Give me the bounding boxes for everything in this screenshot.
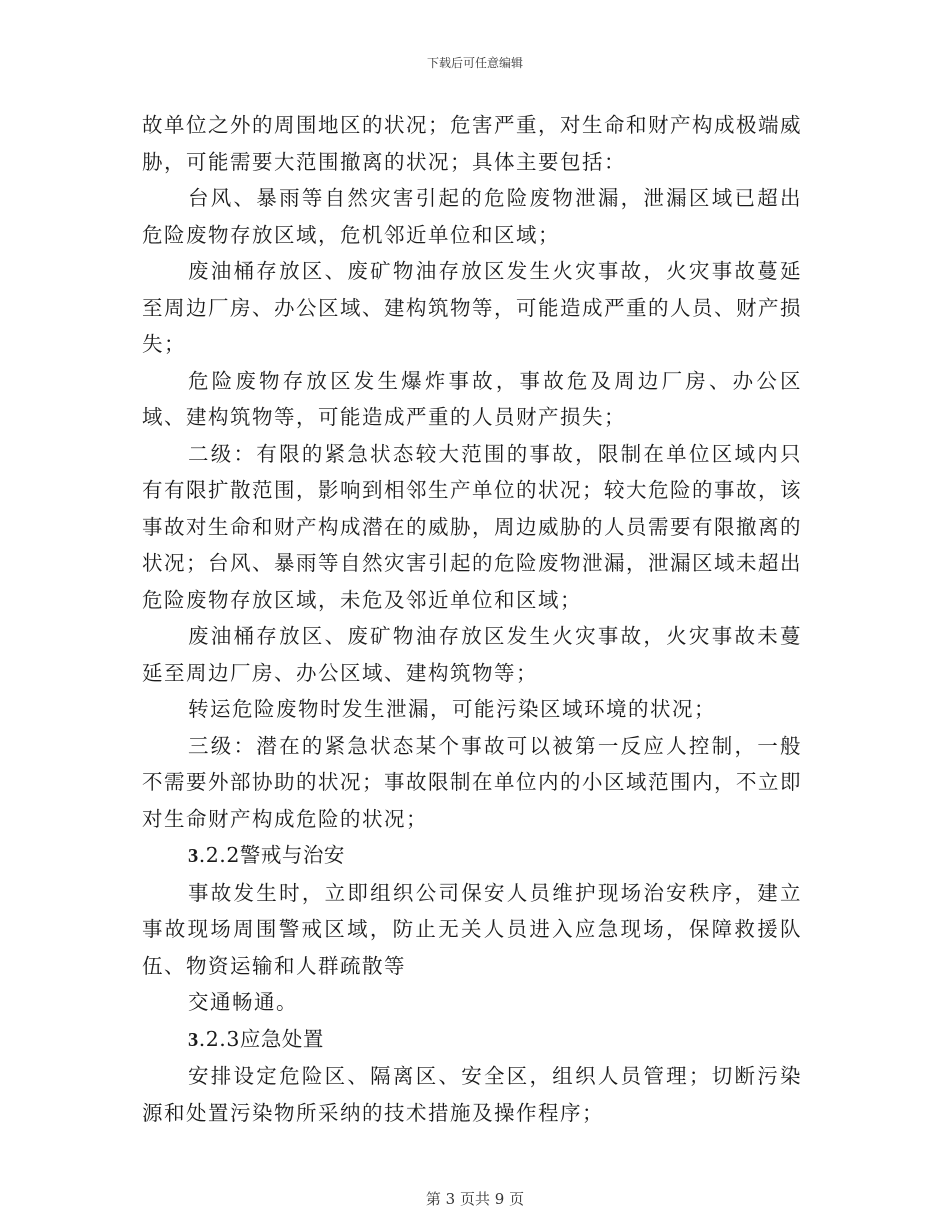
section-heading-3-2-2	[142, 837, 802, 875]
paragraph: 交通畅通。	[188, 990, 298, 1014]
document-body	[142, 107, 802, 1131]
paragraph: 三级：潜在的紧急状态某个事故可以被第一反应人控制，一般不需要外部协助的状况；事故限制在单位内的小区域范围内，不立即对生命财产构成危险的状况；	[142, 733, 802, 831]
paragraph: 安排设定危险区、隔离区、安全区，组织人员管理；切断污染源和处置污染物所采纳的技术措施及操作程序；	[142, 1064, 802, 1125]
paragraph: 故单位之外的周围地区的状况；危害严重，对生命和财产构成极端威胁，可能需要大范围撤离的状况；具体主要包括：	[142, 113, 802, 174]
section-heading-3-2-3	[142, 1021, 802, 1059]
section-number: 3	[188, 1028, 199, 1051]
paragraph: 事故发生时，立即组织公司保安人员维护现场治安秩序，建立事故现场周围警戒区域，防止无关人员进入应急现场，保障救援队伍、物资运输和人群疏散等	[142, 880, 802, 978]
paragraph: 台风、暴雨等自然灾害引起的危险废物泄漏，泄漏区域已超出危险废物存放区域，危机邻近单位和区域；	[142, 186, 802, 247]
page-footer: 第 3 页共 9 页	[425, 1190, 525, 1208]
page-header: 下载后可任意编辑	[426, 56, 523, 70]
paragraph: 废油桶存放区、废矿物油存放区发生火灾事故，火灾事故蔓延至周边厂房、办公区域、建构筑物等，可能造成严重的人员、财产损失；	[142, 259, 802, 356]
section-number: 3	[188, 845, 199, 867]
paragraph: 二级：有限的紧急状态较大范围的事故，限制在单位区域内只有有限扩散范围，影响到相邻生产单位的状况；较大危险的事故，该事故对生命和财产构成潜在的威胁，周边威胁的人员需要有限撤离的状况；台风、暴雨等自然灾害引起的危险废物泄漏，泄漏区域未超出危险废物存放区域，未危及邻近单位和区域；	[142, 441, 802, 612]
paragraph: 废油桶存放区、废矿物油存放区发生火灾事故，火灾事故未蔓延至周边厂房、办公区域、建构筑物等；	[142, 624, 802, 685]
section-title: .2.2警戒与治安	[198, 843, 345, 867]
section-title: .2.3应急处置	[198, 1026, 324, 1051]
paragraph: 危险废物存放区发生爆炸事故，事故危及周边厂房、办公区域、建构筑物等，可能造成严重的人员财产损失；	[142, 368, 802, 429]
paragraph: 转运危险废物时发生泄漏，可能污染区域环境的状况；	[188, 697, 716, 721]
